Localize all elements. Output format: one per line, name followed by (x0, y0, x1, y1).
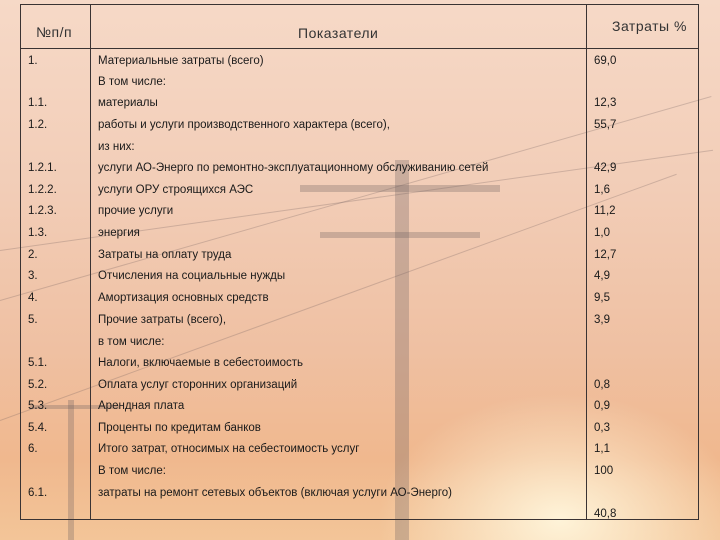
row-label: Материальные затраты (всего) (98, 55, 264, 67)
row-label: Оплата услуг сторонних организаций (98, 379, 298, 391)
column-divider (586, 4, 587, 520)
row-label: услуги АО-Энерго по ремонтно-эксплуатационному обслуживанию сетей (98, 162, 489, 174)
row-value: 1,6 (594, 184, 610, 196)
row-value: 0,9 (594, 400, 610, 412)
row-label: Итого затрат, относимых на себестоимость услуг (98, 443, 360, 455)
row-value: 69,0 (594, 55, 617, 67)
table-border-top (20, 4, 699, 5)
row-number: 5.3. (28, 400, 48, 412)
table-border-right (698, 4, 699, 520)
header-separator (20, 48, 699, 49)
row-label: Прочие затраты (всего), (98, 314, 227, 326)
row-label: затраты на ремонт сетевых объектов (включая услуги АО-Энерго) (98, 487, 453, 499)
row-number: 6. (28, 443, 38, 455)
row-value: 3,9 (594, 314, 610, 326)
row-value: 1,0 (594, 227, 610, 239)
row-number: 1. (28, 55, 38, 67)
header-number: №п/п (36, 24, 73, 40)
table-border-left (20, 4, 21, 520)
row-label: энергия (98, 227, 140, 239)
cost-structure-table (20, 4, 699, 520)
row-label: Отчисления на социальные нужды (98, 270, 286, 282)
row-value: 100 (594, 465, 614, 477)
row-value: 11,2 (594, 205, 616, 217)
row-value: 40,8 (594, 508, 617, 520)
row-label: работы и услуги производственного характера (всего), (98, 119, 390, 131)
row-number: 1.2.3. (28, 205, 57, 217)
row-label: В том числе: (98, 76, 166, 88)
row-number: 5. (28, 314, 38, 326)
row-value: 12,3 (594, 97, 617, 109)
row-number: 5.4. (28, 422, 48, 434)
row-label: Амортизация основных средств (98, 292, 269, 304)
row-label: в том числе: (98, 336, 165, 348)
row-value: 42,9 (594, 162, 617, 174)
row-value: 9,5 (594, 292, 610, 304)
row-value: 0,8 (594, 379, 610, 391)
row-number: 1.1. (28, 97, 48, 109)
row-number: 4. (28, 292, 38, 304)
row-label: прочие услуги (98, 205, 174, 217)
row-label: из них: (98, 141, 135, 153)
row-label: Арендная плата (98, 400, 185, 412)
row-label: Проценты по кредитам банков (98, 422, 261, 434)
row-value: 55,7 (594, 119, 617, 131)
row-number: 1.2.1. (28, 162, 57, 174)
row-number: 1.3. (28, 227, 48, 239)
row-number: 6.1. (28, 487, 48, 499)
row-value: 4,9 (594, 270, 610, 282)
row-value: 12,7 (594, 249, 617, 261)
row-label: Налоги, включаемые в себестоимость (98, 357, 304, 369)
row-label: услуги ОРУ строящихся АЭС (98, 184, 254, 196)
row-label: В том числе: (98, 465, 166, 477)
header-indicator: Показатели (298, 25, 379, 41)
row-number: 5.2. (28, 379, 48, 391)
row-number: 2. (28, 249, 38, 261)
row-number: 1.2. (28, 119, 48, 131)
header-cost: Затраты % (612, 18, 687, 34)
row-value: 0,3 (594, 422, 610, 434)
row-number: 1.2.2. (28, 184, 57, 196)
row-number: 5.1. (28, 357, 48, 369)
column-divider (90, 4, 91, 520)
row-label: материалы (98, 97, 158, 109)
row-number: 3. (28, 270, 38, 282)
row-label: Затраты на оплату труда (98, 249, 232, 261)
row-value: 1,1 (594, 443, 610, 455)
